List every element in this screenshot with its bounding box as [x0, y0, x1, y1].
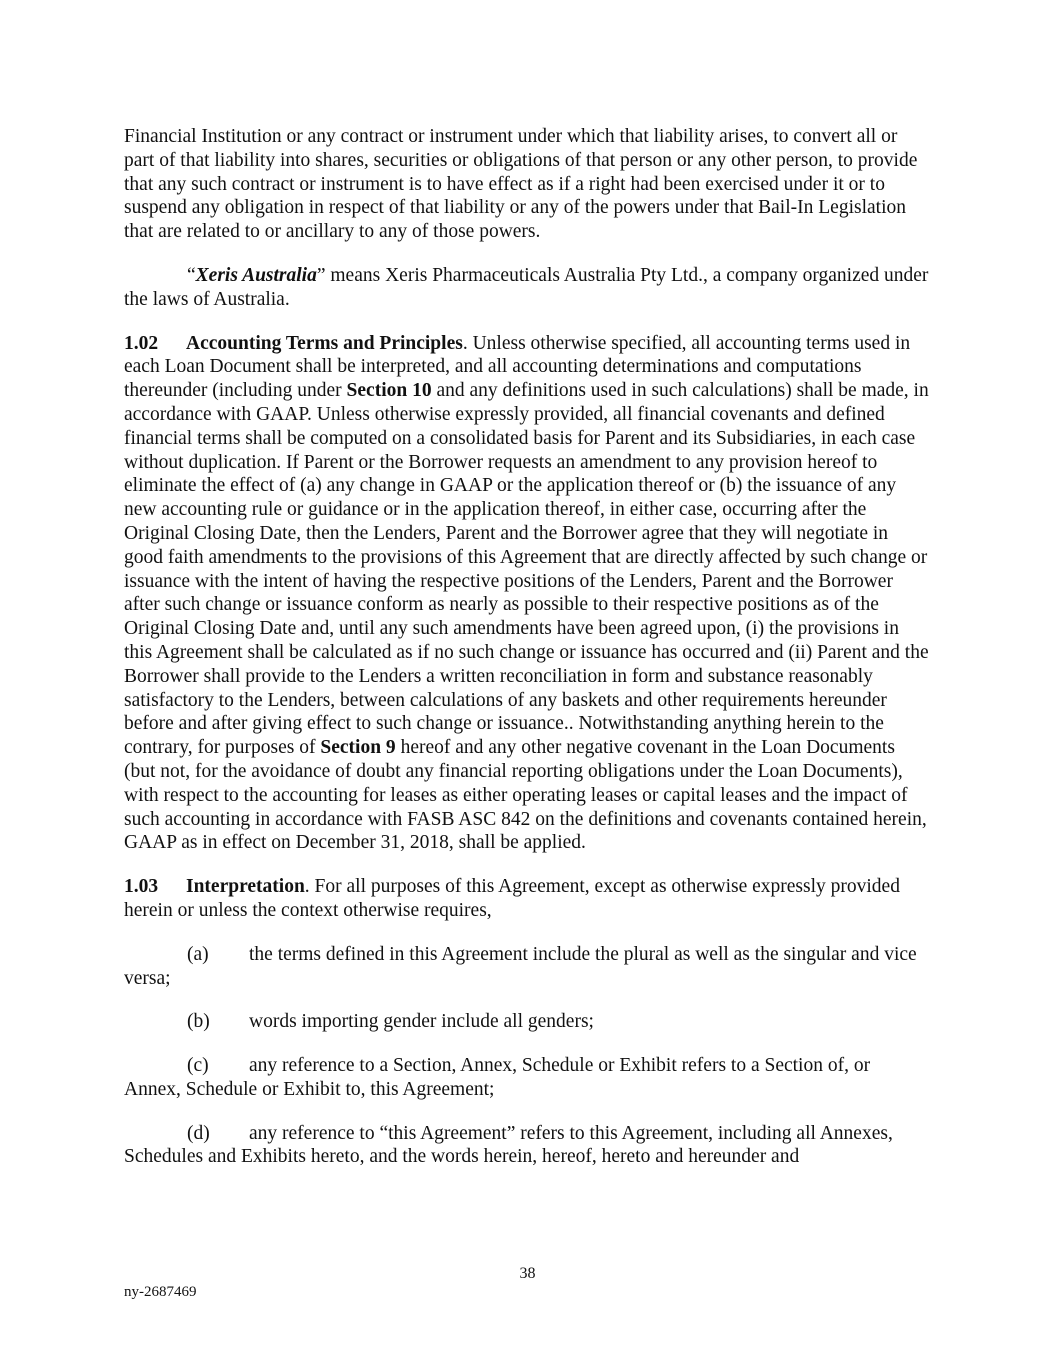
page-number: 38	[519, 1265, 536, 1282]
item-label: (c)	[187, 1055, 209, 1077]
section-text: and any definitions used in such calculations) shall be made, in accordance with GAAP. Unless otherwise expressly provided, all financial covenants and defined financial terms shall be computed on a consolidated basis for Parent and its Subsidiaries, in each case without duplication. If Parent or the Borrower requests an amendment to any provision hereof to eliminate the effect of (a) any change in GAAP or the application thereof or (b) the issuance of any new accounting rule or guidance or in the application thereof, in either case, occurring after the Original Closing Date, then the Lenders, Parent and the Borrower agree that they will negotiate in good faith amendments to the provisions of this Agreement that are directly affected by such change or issuance with the intent of having the respective positions of the Lenders, Parent and the Borrower after such change or issuance conform as nearly as possible to their respective positions as of the Original Closing Date and, until any such amendments have been agreed upon, (i) the provisions in this Agreement shall be calculated as if no such change or issuance has occurred and (ii) Parent and the Borrower shall provide to the Lenders a written reconciliation in form and substance reasonably satisfactory to the Lenders, between calculations of any baskets and other requirements hereunder before and after giving effect to such change or issuance.. Notwithstanding anything herein to the contrary, for purposes of	[124, 380, 929, 759]
section-text: hereof and any other negative covenant in the Loan Documents (but not, for the avoidance of doubt any financial reporting obligations under the Loan Documents), with respect to the accounting for leases as either operating leases or capital leases and the impact of such accounting in accordance with FASB ASC 842 on the definitions and covenants contained herein, GAAP as in effect on December 31, 2018, shall be applied.	[124, 737, 927, 854]
section-text: . For all purposes of this Agreement, except as otherwise expressly provided herein or unless the context otherwise requires,	[124, 876, 900, 921]
section-reference: Section 9	[320, 737, 396, 759]
open-quote: “	[187, 264, 196, 286]
definition-text: means Xeris Pharmaceuticals Australia Pty Ltd., a company organized under the laws of Australia.	[124, 264, 929, 310]
close-quote: ”	[316, 264, 326, 286]
item-label: (a)	[187, 943, 209, 965]
xeris-australia-definition	[124, 264, 930, 312]
item-label: (d)	[187, 1122, 210, 1144]
list-item-d	[124, 1122, 930, 1170]
list-item-a	[124, 943, 930, 991]
list-item-c	[124, 1054, 930, 1102]
section-number: 1.02	[124, 332, 159, 354]
continuation-paragraph: Financial Institution or any contract or instrument under which that liability arises, to convert all or part of that liability into shares, securities or obligations of that person or any other person, to provide that any such contract or instrument is to have effect as if a right had been exercised under it or to suspend any obligation in respect of that liability or any of the powers under that Bail-In Legislation that are related to or ancillary to any of those powers.	[124, 126, 918, 243]
document-page	[124, 125, 930, 1189]
section-text: . Unless otherwise specified, all accounting terms used in each Loan Document shall be interpreted, and all accounting determinations and computations thereunder (including under	[124, 332, 911, 402]
section-reference: Section 10	[346, 380, 432, 402]
item-text: the terms defined in this Agreement include the plural as well as the singular and vice versa;	[124, 943, 917, 989]
item-label: (b)	[187, 1011, 210, 1033]
defined-term: Xeris Australia	[195, 264, 317, 286]
section-1-03	[124, 875, 930, 923]
list-item-b	[124, 1010, 930, 1034]
item-text: words importing gender include all genders;	[249, 1011, 594, 1033]
section-heading: Accounting Terms and Principles	[186, 332, 463, 354]
item-text: any reference to a Section, Annex, Schedule or Exhibit refers to a Section of, or Annex, Schedule or Exhibit to, this Agreement;	[124, 1055, 871, 1100]
item-text: any reference to “this Agreement” refers to this Agreement, including all Annexes, Schedules and Exhibits hereto, and the words herein, hereof, hereto and hereunder and	[124, 1122, 893, 1168]
section-1-02	[124, 332, 930, 856]
section-number: 1.03	[124, 876, 159, 898]
document-id: ny-2687469	[124, 1284, 197, 1300]
section-heading: Interpretation	[186, 876, 305, 898]
